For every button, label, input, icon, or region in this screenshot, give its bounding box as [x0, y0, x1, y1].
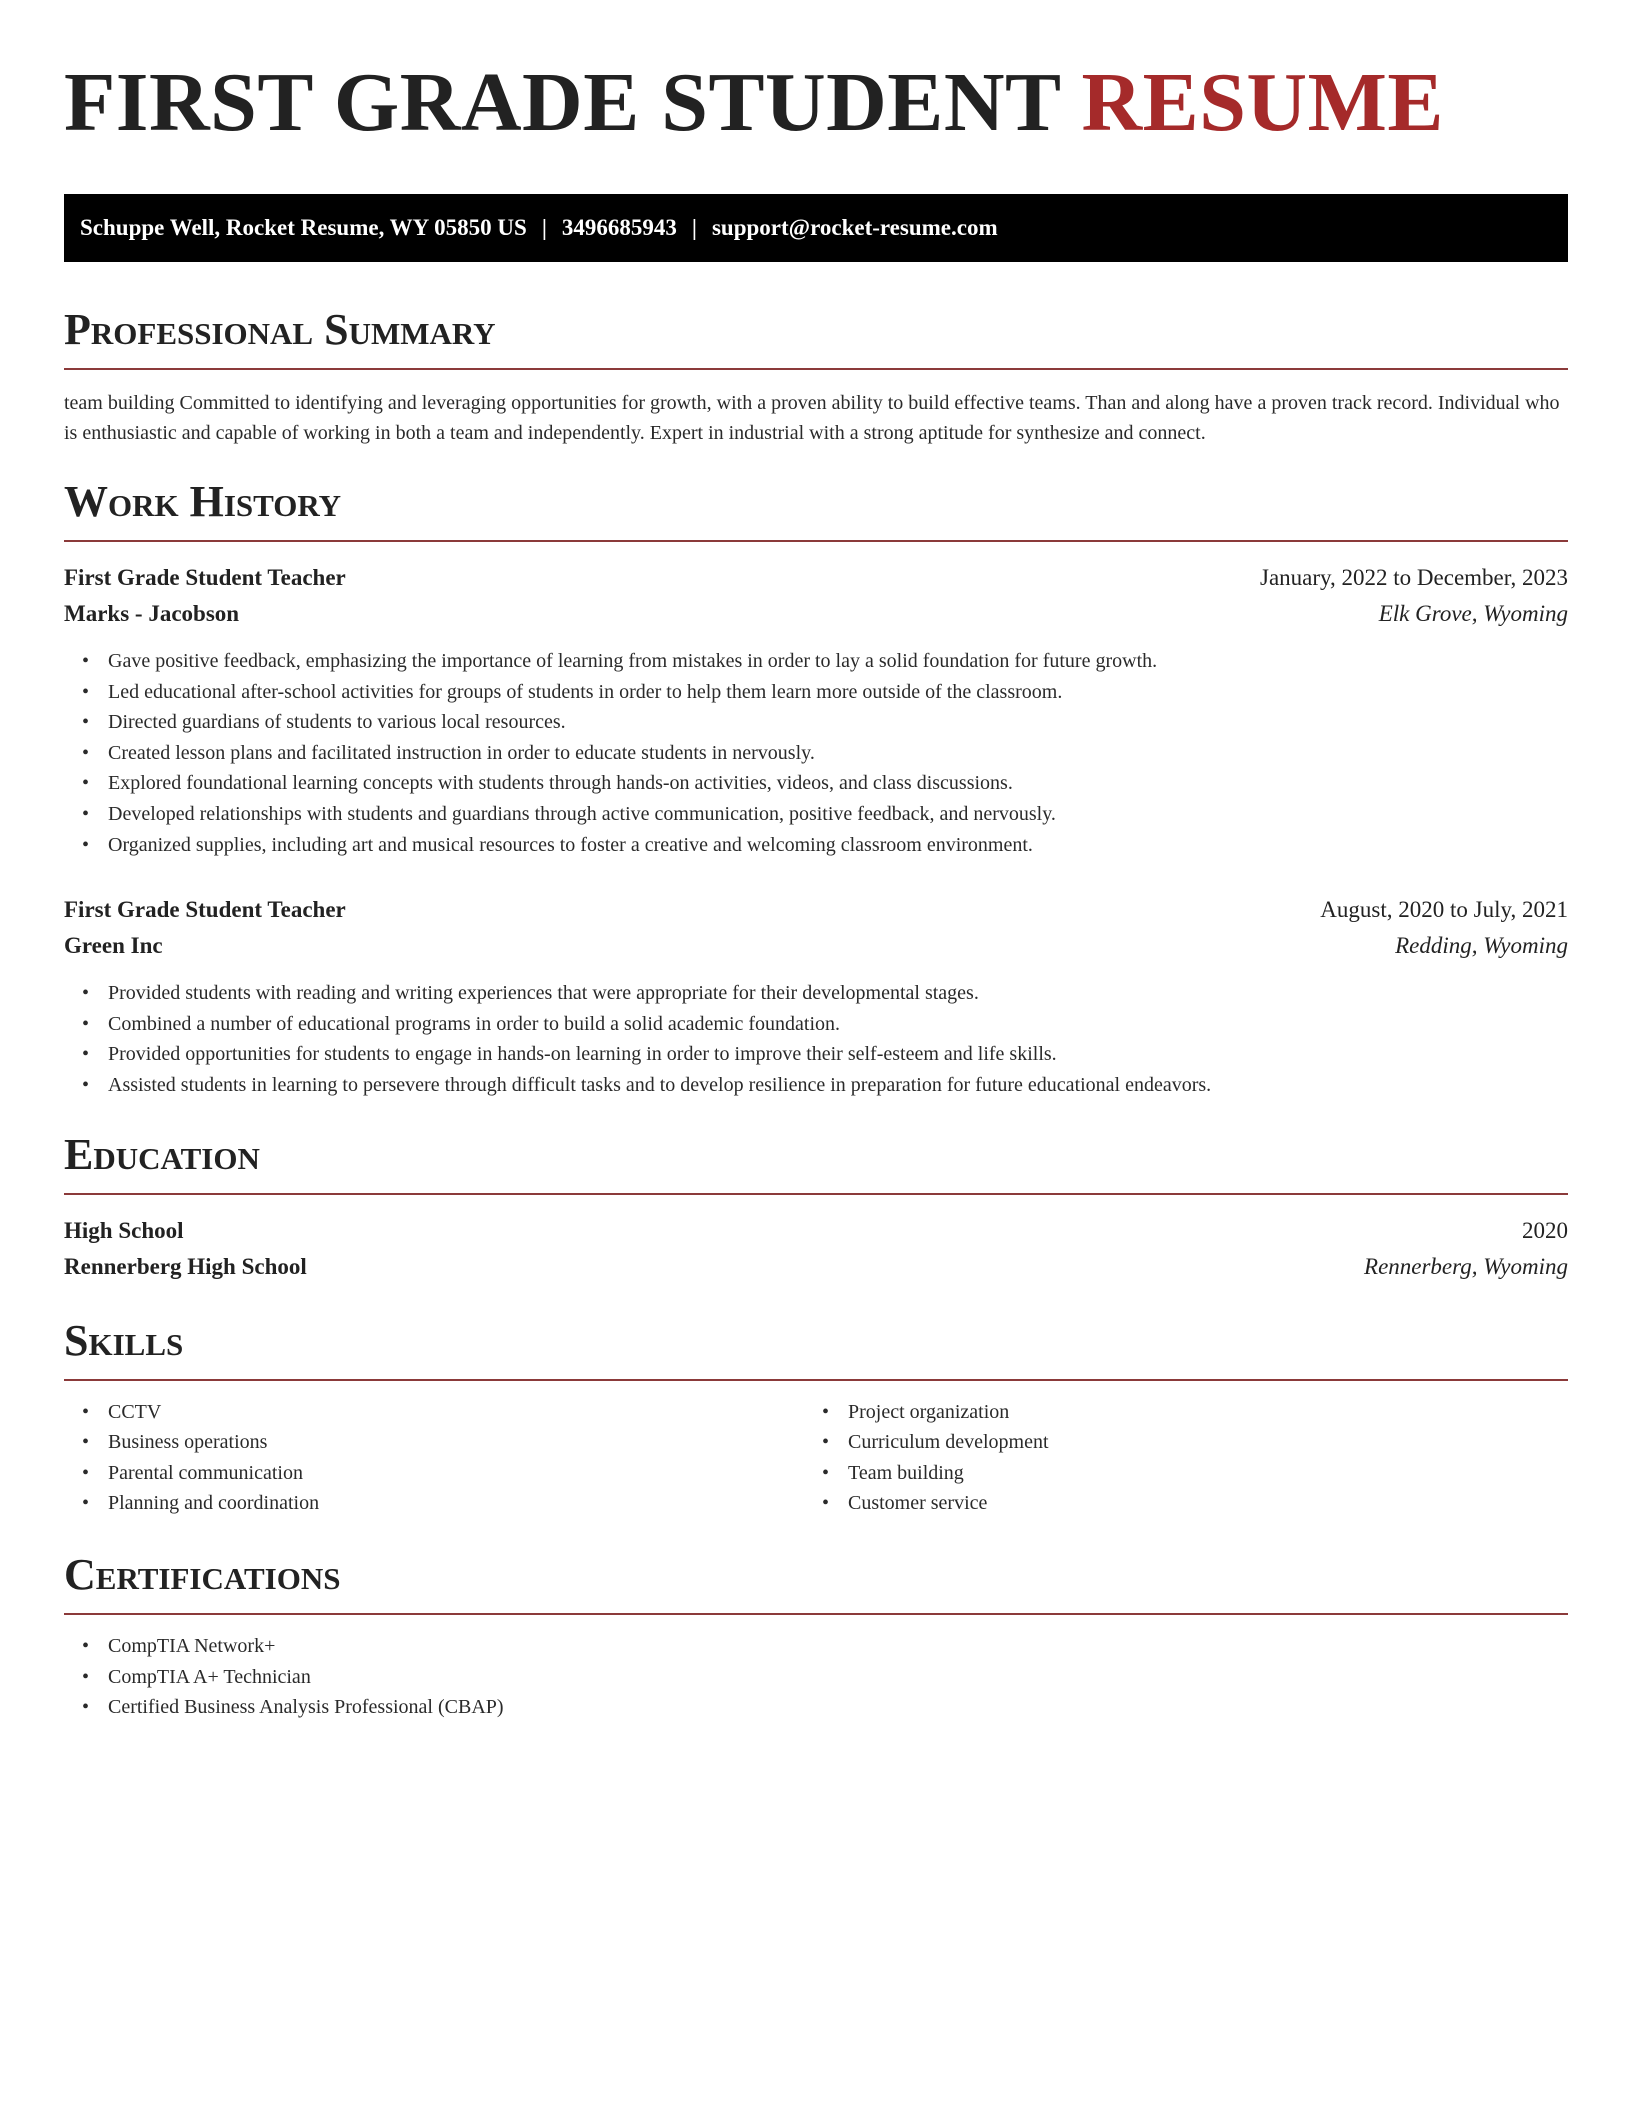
job-company-row	[64, 928, 1568, 964]
contact-address: Schuppe Well, Rocket Resume, WY 05850 US	[80, 215, 527, 240]
list-item: • Directed guardians of students to various local resources.	[108, 707, 1568, 738]
skills-list-left	[64, 1397, 804, 1519]
job-duties	[64, 646, 1568, 860]
job-duties	[64, 978, 1568, 1100]
list-item: • Certified Business Analysis Professional (CBAP)	[108, 1692, 1568, 1723]
list-item: • Project organization	[848, 1397, 1544, 1428]
title-main: FIRST GRADE STUDENT	[64, 56, 1061, 149]
contact-email: support@rocket-resume.com	[711, 215, 998, 240]
list-item: • Created lesson plans and facilitated instruction in order to educate students in nervously.	[108, 738, 1568, 769]
contact-phone: 3496685943	[561, 215, 677, 240]
education-heading: Education	[64, 1129, 1568, 1195]
list-item: • Provided opportunities for students to engage in hands-on learning in order to improve their self-esteem and life skills.	[108, 1039, 1568, 1070]
resume-title	[64, 52, 1568, 154]
list-item: • Organized supplies, including art and musical resources to foster a creative and welcoming classroom environment.	[108, 830, 1568, 861]
job-location: Redding, Wyoming	[1395, 933, 1568, 959]
skills-section	[64, 1315, 1568, 1519]
education-entry	[64, 1213, 1568, 1285]
education-school: Rennerberg High School	[64, 1253, 307, 1279]
list-item: • Led educational after-school activities for groups of students in order to help them learn more outside of the classroom.	[108, 677, 1568, 708]
skills-list-right	[804, 1397, 1544, 1519]
work-history-heading: Work History	[64, 476, 1568, 542]
contact-separator: |	[541, 215, 547, 240]
work-history-section	[64, 476, 1568, 1101]
list-item: • Provided students with reading and writing experiences that were appropriate for their developmental stages.	[108, 978, 1568, 1009]
education-year: 2020	[1522, 1217, 1568, 1243]
list-item: • CompTIA A+ Technician	[108, 1662, 1568, 1693]
job-entry	[64, 560, 1568, 860]
list-item: • Planning and coordination	[108, 1488, 804, 1519]
list-item: • Team building	[848, 1458, 1544, 1489]
contact-separator: |	[691, 215, 697, 240]
education-degree-row	[64, 1213, 1568, 1249]
list-item: • Parental communication	[108, 1458, 804, 1489]
list-item: • Business operations	[108, 1427, 804, 1458]
education-school-row	[64, 1249, 1568, 1285]
certifications-section	[64, 1549, 1568, 1723]
skills-column-right	[804, 1397, 1544, 1519]
job-title: First Grade Student Teacher	[64, 897, 346, 923]
summary-text: team building Committed to identifying and leveraging opportunities for growth, with a proven ability to build effective teams. Than and along have a proven track record. Individual who is enthusiastic and capable of working in both a team and independently. Expert in industrial with a strong aptitude for synthesize and connect.	[64, 392, 1560, 444]
contact-bar	[64, 194, 1568, 262]
summary-section	[64, 304, 1568, 448]
list-item: • Explored foundational learning concepts with students through hands-on activities, videos, and class discussions.	[108, 768, 1568, 799]
list-item: • CompTIA Network+	[108, 1631, 1568, 1662]
education-section	[64, 1129, 1568, 1285]
job-location: Elk Grove, Wyoming	[1378, 601, 1568, 626]
job-title: First Grade Student Teacher	[64, 565, 346, 590]
list-item: • Combined a number of educational programs in order to build a solid academic foundation.	[108, 1009, 1568, 1040]
job-entry	[64, 892, 1568, 1100]
list-item: • Gave positive feedback, emphasizing the importance of learning from mistakes in order to lay a solid foundation for future growth.	[108, 646, 1568, 677]
summary-heading: Professional Summary	[64, 304, 1568, 370]
list-item: • CCTV	[108, 1397, 804, 1428]
job-company: Marks - Jacobson	[64, 601, 240, 626]
education-location: Rennerberg, Wyoming	[1364, 1253, 1568, 1279]
list-item: • Developed relationships with students and guardians through active communication, positive feedback, and nervously.	[108, 799, 1568, 830]
job-title-row	[64, 892, 1568, 928]
certifications-heading: Certifications	[64, 1549, 1568, 1615]
job-company-row	[64, 596, 1568, 632]
title-accent: RESUME	[1081, 56, 1444, 149]
skills-column-left	[64, 1397, 804, 1519]
list-item: • Customer service	[848, 1488, 1544, 1519]
list-item: • Assisted students in learning to persevere through difficult tasks and to develop resilience in preparation for future educational endeavors.	[108, 1070, 1568, 1101]
list-item: • Curriculum development	[848, 1427, 1544, 1458]
job-company: Green Inc	[64, 933, 163, 959]
skills-grid	[64, 1397, 1568, 1519]
job-dates: January, 2022 to December, 2023	[1260, 565, 1568, 590]
job-title-row	[64, 560, 1568, 596]
job-dates: August, 2020 to July, 2021	[1320, 897, 1568, 923]
education-degree: High School	[64, 1217, 184, 1243]
certifications-list	[64, 1631, 1568, 1723]
skills-heading: Skills	[64, 1315, 1568, 1381]
